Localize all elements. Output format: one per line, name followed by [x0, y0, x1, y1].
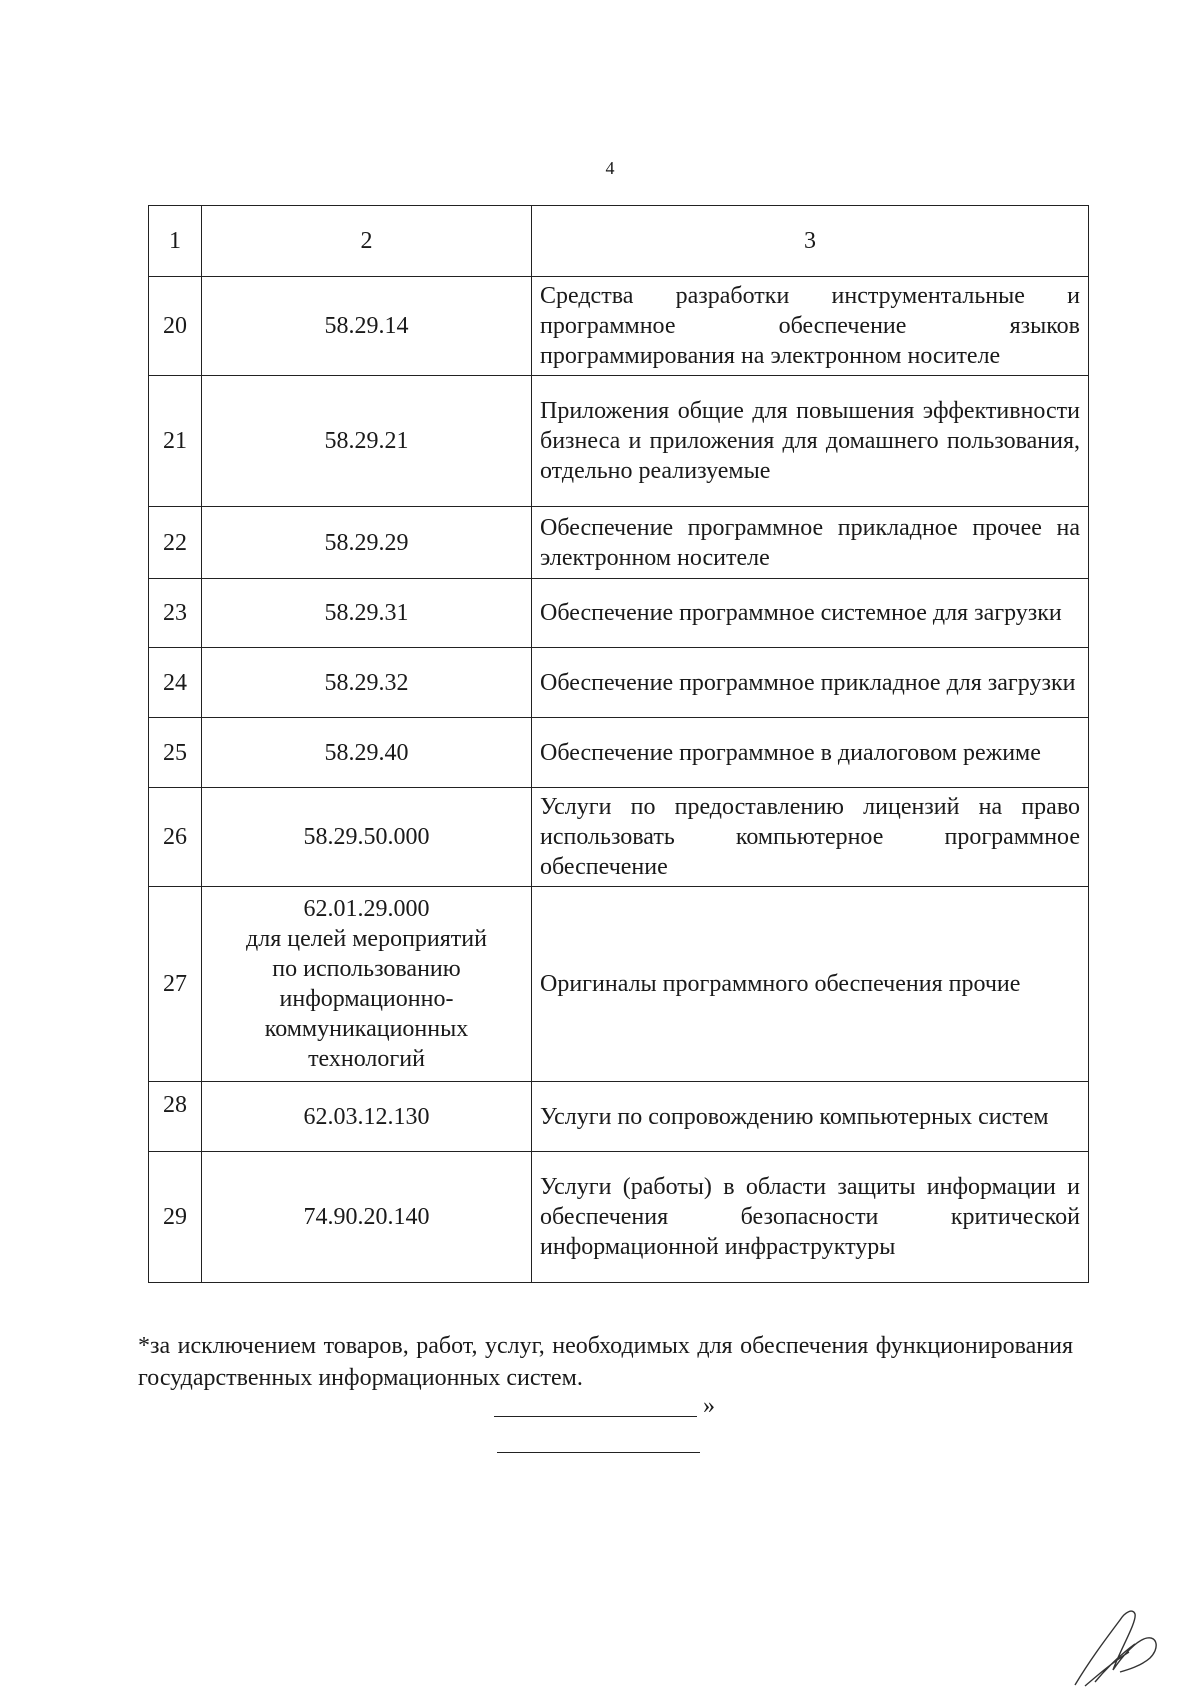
row-code: 58.29.32	[202, 648, 532, 718]
header-col-2: 2	[202, 206, 532, 277]
table-row	[149, 1082, 1089, 1152]
row-number: 28	[149, 1082, 202, 1152]
row-description: Услуги по сопровождению компьютерных систем	[532, 1082, 1089, 1152]
row-description: Оригиналы программного обеспечения прочие	[532, 887, 1089, 1082]
table-row	[149, 579, 1089, 648]
row-code: 58.29.40	[202, 718, 532, 788]
table-row	[149, 277, 1089, 376]
row-description: Услуги по предоставлению лицензий на право использовать компьютерное программное обеспечение	[532, 788, 1089, 887]
row-number: 27	[149, 887, 202, 1082]
row-code: 74.90.20.140	[202, 1152, 532, 1283]
page-number: 4	[605, 158, 615, 178]
row-code-note-line: информационно-	[279, 986, 454, 1012]
row-number: 29	[149, 1152, 202, 1283]
header-col-1: 1	[149, 206, 202, 277]
row-number: 20	[149, 277, 202, 376]
row-description: Обеспечение программное системное для загрузки	[532, 579, 1089, 648]
table-row	[149, 788, 1089, 887]
row-number: 25	[149, 718, 202, 788]
table-row	[149, 648, 1089, 718]
table-row	[149, 887, 1089, 1082]
row-number: 26	[149, 788, 202, 887]
row-number: 22	[149, 507, 202, 579]
row-code-note-line: по использованию	[272, 956, 461, 982]
row-number: 24	[149, 648, 202, 718]
codes-table	[148, 205, 1089, 1283]
row-code: 58.29.21	[202, 376, 532, 507]
row-description: Обеспечение программное прикладное прочее на электронном носителе	[532, 507, 1089, 579]
row-code-note-line: технологий	[308, 1046, 425, 1072]
table-row	[149, 507, 1089, 579]
signature-stroke	[1075, 1611, 1156, 1686]
row-code-note-line: для целей мероприятий	[246, 926, 487, 952]
row-description: Обеспечение программное в диалоговом режиме	[532, 718, 1089, 788]
table-header-row	[149, 206, 1089, 277]
closing-line-1	[494, 1416, 697, 1417]
row-code: 62.03.12.130	[202, 1082, 532, 1152]
row-description: Приложения общие для повышения эффективности бизнеса и приложения для домашнего пользования, отдельно реализуемые	[532, 376, 1089, 507]
row-number: 21	[149, 376, 202, 507]
closing-quote: »	[703, 1393, 715, 1419]
row-number: 23	[149, 579, 202, 648]
table-row	[149, 376, 1089, 507]
row-code: 58.29.29	[202, 507, 532, 579]
row-code: 58.29.31	[202, 579, 532, 648]
closing-line-2	[497, 1452, 700, 1453]
row-description: Средства разработки инструментальные и программное обеспечение языков программирования на электронном носителе	[532, 277, 1089, 376]
row-code: 58.29.50.000	[202, 788, 532, 887]
signature-mark	[1065, 1600, 1175, 1690]
row-description: Обеспечение программное прикладное для загрузки	[532, 648, 1089, 718]
table-row	[149, 1152, 1089, 1283]
row-description: Услуги (работы) в области защиты информации и обеспечения безопасности критической информационной инфраструктуры	[532, 1152, 1089, 1283]
footnote: *за исключением товаров, работ, услуг, необходимых для обеспечения функционирования государственных информационных систем.	[138, 1333, 1073, 1391]
row-code: 62.01.29.000	[303, 896, 430, 922]
table-row	[149, 718, 1089, 788]
row-code-note-line: коммуникационных	[264, 1016, 469, 1042]
header-col-3: 3	[532, 206, 1089, 277]
row-code-block	[202, 887, 532, 1082]
row-code: 58.29.14	[202, 277, 532, 376]
